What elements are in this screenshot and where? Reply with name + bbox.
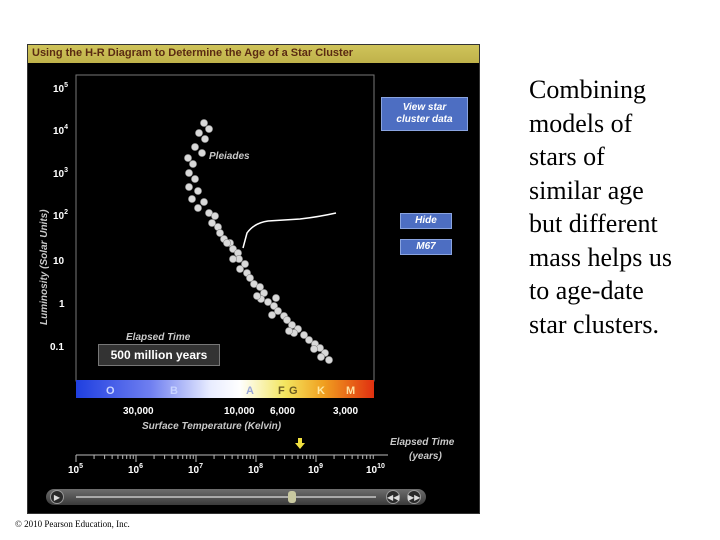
caption-line: models of: [529, 108, 633, 138]
caption-line: star clusters.: [529, 309, 659, 339]
cluster-star: [317, 353, 324, 360]
y-tick-1e3: $10^3$: [53, 167, 69, 180]
caption-line: similar age: [529, 175, 644, 205]
elapsed-time-label: Elapsed Time: [126, 332, 191, 343]
cluster-label: Pleiades: [209, 151, 250, 162]
caption-line: mass helps us: [529, 242, 672, 272]
cluster-star: [223, 239, 230, 246]
y-tick-1e5: $10^5$: [53, 82, 69, 95]
spectral-F: F: [278, 385, 285, 397]
applet-title-bar: [28, 45, 479, 63]
spectral-class-bar: [76, 380, 374, 398]
cluster-star: [194, 204, 201, 211]
time-tick-1e6: $10^6$: [128, 463, 144, 476]
cluster-star: [268, 311, 275, 318]
cluster-star: [189, 160, 196, 167]
cluster-star: [191, 143, 198, 150]
cluster-star: [200, 198, 207, 205]
x-tick-6000: 6,000: [270, 406, 296, 417]
y-axis-label: Luminosity (Solar Units): [39, 209, 50, 325]
x-ticks: [123, 406, 358, 417]
cluster-star: [191, 175, 198, 182]
slide-caption: [529, 73, 709, 341]
x-tick-30000: 30,000: [123, 406, 154, 417]
cluster-star: [188, 195, 195, 202]
time-tick-1e9: $10^9$: [308, 463, 324, 476]
isochrone-curve: [243, 213, 336, 248]
spectral-K: K: [317, 385, 325, 397]
cluster-star: [205, 125, 212, 132]
time-tick-1e10: $10^{10}$: [366, 463, 385, 476]
caption-line: Combining: [529, 75, 647, 104]
cluster-star: [194, 187, 201, 194]
cluster-star: [325, 356, 332, 363]
view-cluster-data-button[interactable]: [381, 97, 468, 131]
spectral-G: G: [289, 385, 298, 397]
cluster-star: [236, 265, 243, 272]
cluster-star: [184, 154, 191, 161]
spectral-M: M: [346, 385, 356, 397]
hide-button-label: Hide: [415, 215, 437, 226]
player-controls: [46, 489, 426, 505]
time-tick-labels: [68, 463, 385, 476]
y-tick-1e2: $10^2$: [53, 209, 69, 222]
time-tick-1e8: $10^8$: [248, 463, 264, 476]
cluster-star: [272, 294, 279, 301]
y-tick-10: 10: [53, 256, 65, 267]
cluster-star: [195, 129, 202, 136]
spectral-O: O: [106, 385, 115, 397]
spectral-B: B: [170, 385, 178, 397]
y-ticks: [50, 82, 68, 353]
rewind-icon[interactable]: ◀◀: [386, 490, 400, 504]
y-tick-1e4: $10^4$: [53, 124, 69, 137]
cluster-star: [200, 119, 207, 126]
caption-line: to age-date: [529, 276, 644, 305]
cluster-star: [229, 255, 236, 262]
time-marker-arrow: [295, 438, 305, 449]
play-icon[interactable]: ▶: [50, 490, 64, 504]
caption-line: stars of: [529, 142, 605, 171]
elapsed-time-value: 500 million years: [98, 344, 220, 366]
m67-button[interactable]: [400, 239, 452, 255]
y-tick-0.1: 0.1: [50, 342, 64, 353]
plot-frame: [76, 75, 374, 381]
cluster-star: [198, 149, 205, 156]
cluster-star: [310, 345, 317, 352]
time-axis-label: Elapsed Time: [390, 437, 455, 448]
time-slider-track[interactable]: [76, 496, 376, 498]
m67-button-label: M67: [416, 241, 436, 252]
fast-forward-icon[interactable]: ▶▶: [407, 490, 421, 504]
hide-button[interactable]: [400, 213, 452, 229]
cluster-star: [185, 183, 192, 190]
x-tick-3000: 3,000: [333, 406, 359, 417]
x-axis-label: Surface Temperature (Kelvin): [142, 421, 282, 432]
cluster-stars: [184, 119, 332, 363]
time-tick-1e5: $10^5$: [68, 463, 84, 476]
time-tick-1e7: $10^7$: [188, 463, 204, 476]
cluster-star: [185, 169, 192, 176]
time-slider-thumb[interactable]: [288, 491, 296, 503]
y-tick-1: 1: [59, 299, 65, 310]
cluster-star: [253, 292, 260, 299]
cluster-star: [211, 212, 218, 219]
x-tick-10000: 10,000: [224, 406, 255, 417]
applet-title: Using the H-R Diagram to Determine the Age of a Star Cluster: [32, 47, 354, 59]
view-cluster-data-line1: View star: [402, 102, 447, 113]
caption-line: but different: [529, 209, 658, 238]
view-cluster-data-line2: cluster data: [396, 114, 453, 125]
cluster-star: [285, 327, 292, 334]
spectral-A: A: [246, 385, 254, 397]
time-axis-unit: (years): [409, 451, 442, 462]
cluster-star: [201, 135, 208, 142]
hr-diagram-applet: [27, 44, 480, 514]
time-axis-ticks: [76, 455, 373, 462]
copyright-notice: © 2010 Pearson Education, Inc.: [15, 519, 130, 529]
